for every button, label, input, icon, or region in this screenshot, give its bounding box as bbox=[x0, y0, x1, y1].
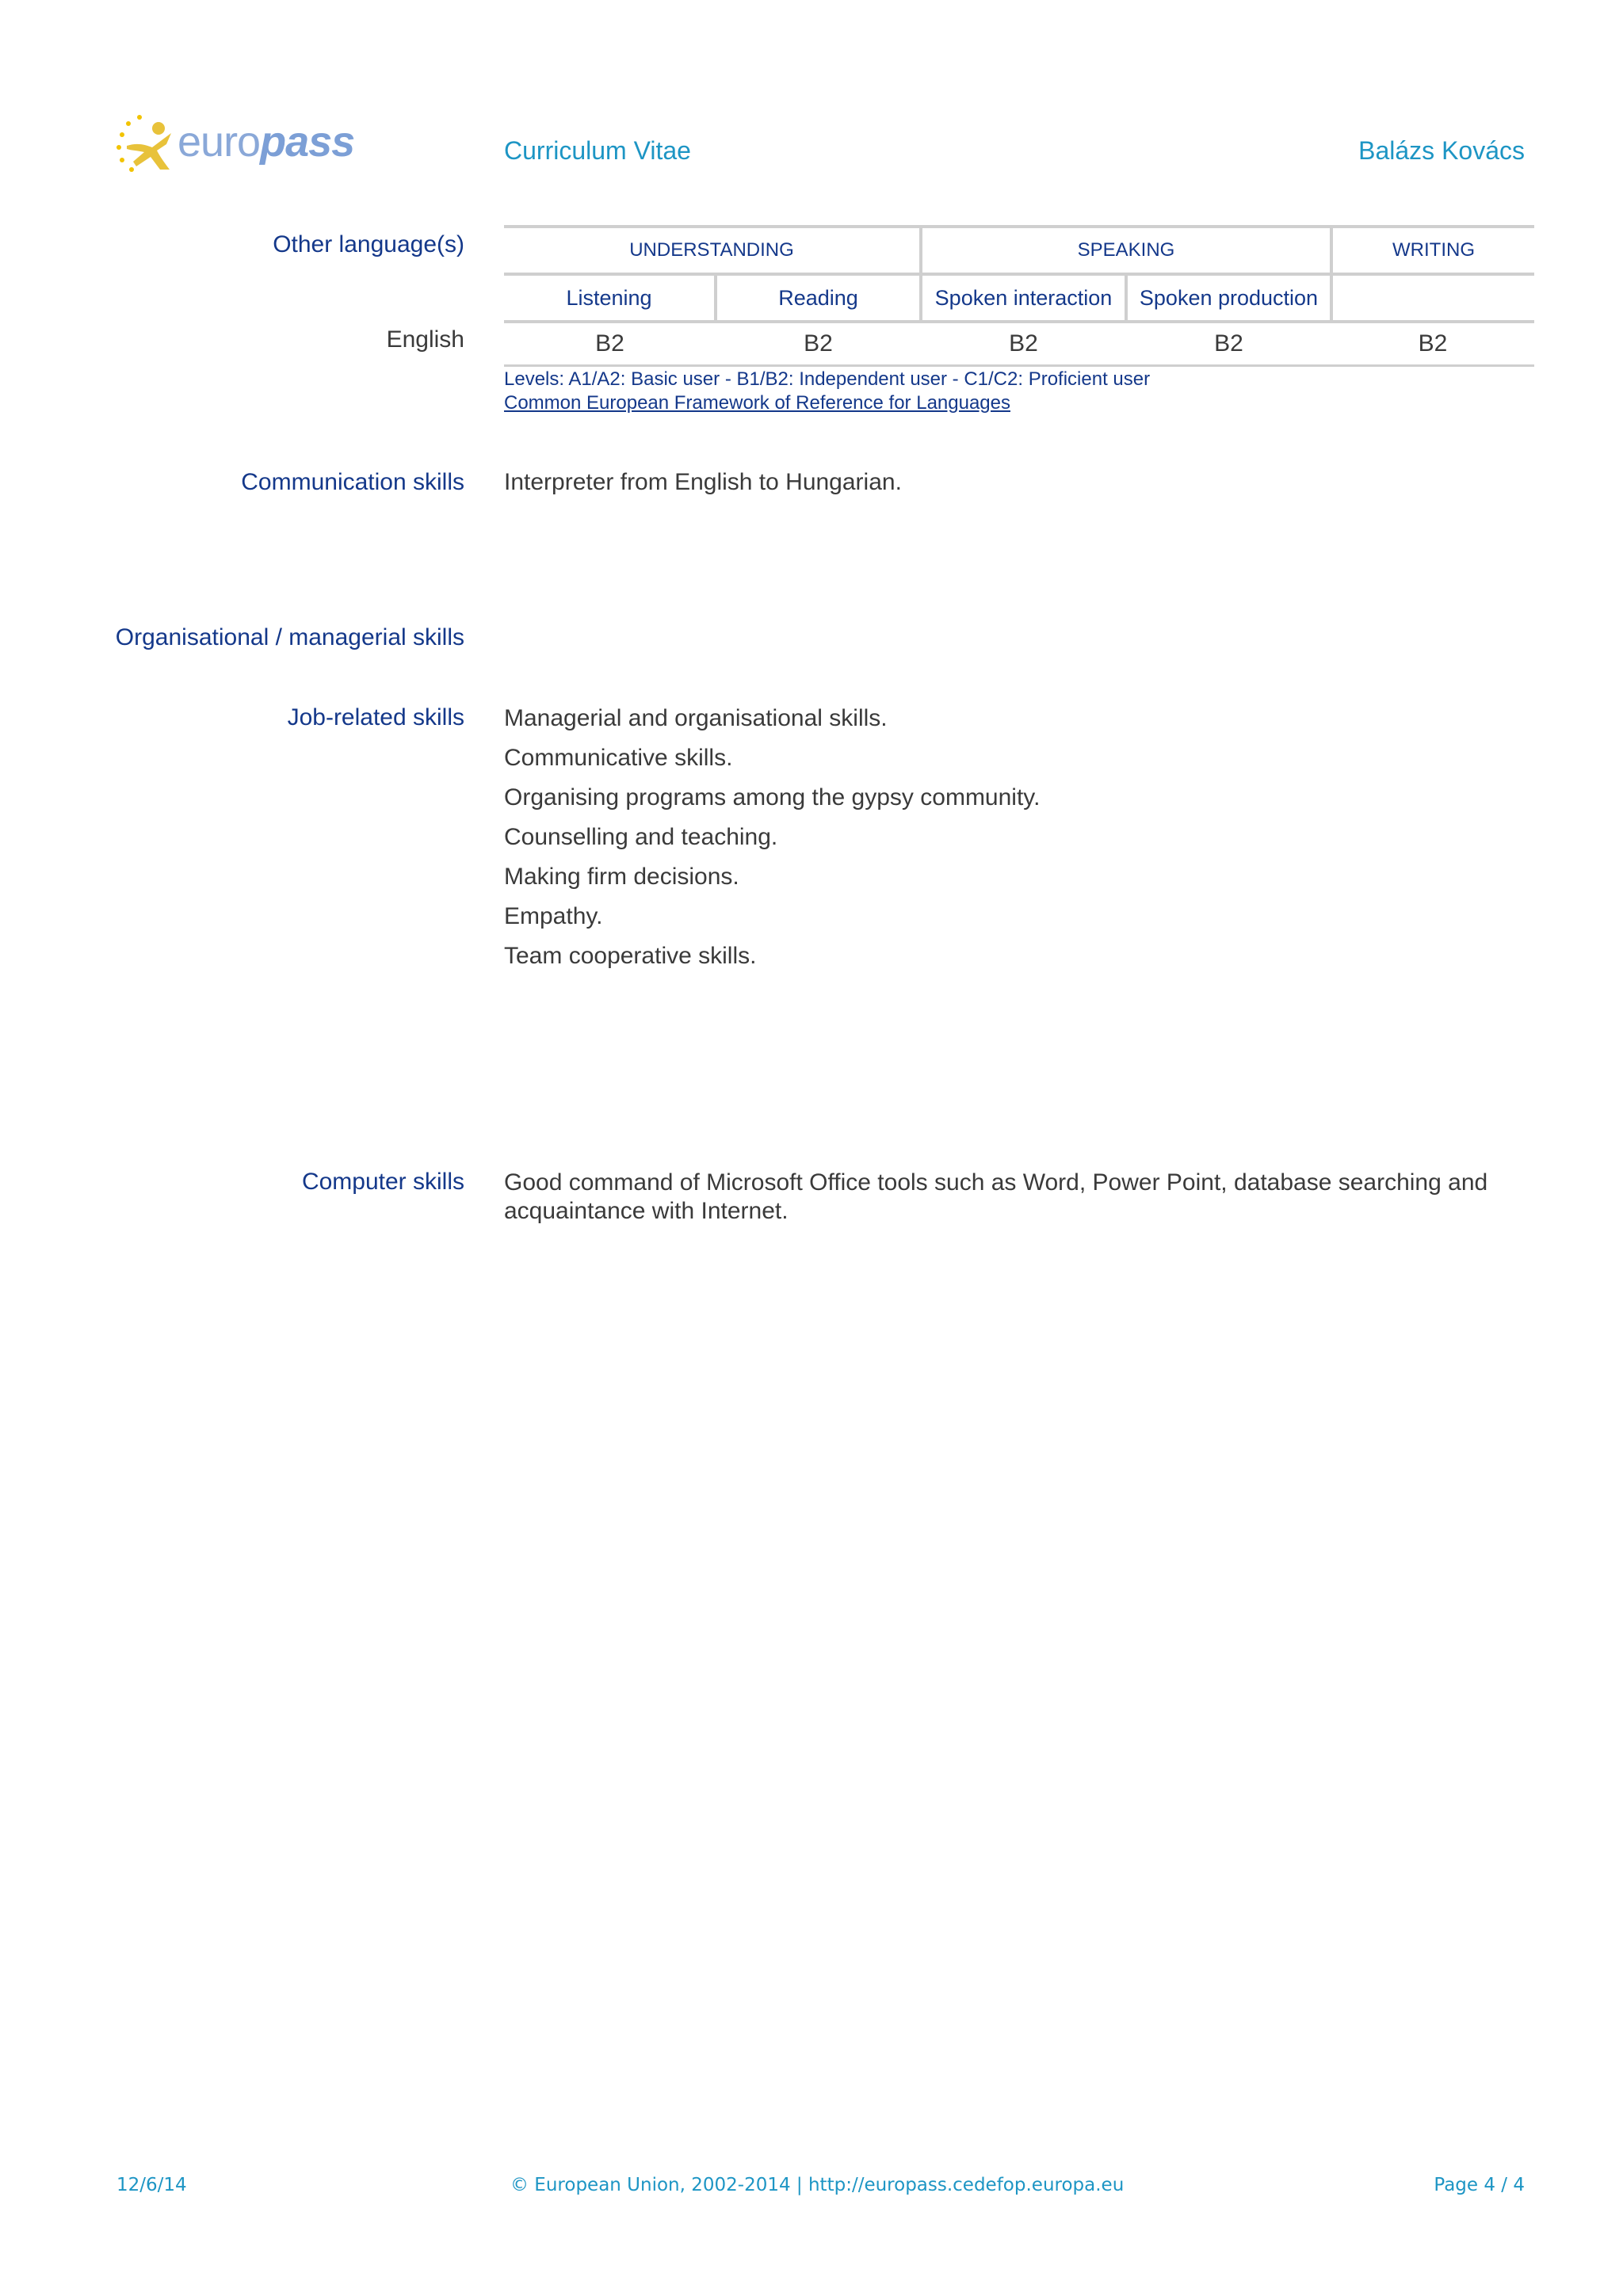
document-title: Curriculum Vitae bbox=[504, 136, 691, 165]
language-table-subheader bbox=[504, 274, 1534, 322]
communication-skills-label: Communication skills bbox=[241, 469, 464, 495]
listening-level: B2 bbox=[504, 322, 716, 366]
list-item: Counselling and teaching. bbox=[504, 824, 778, 850]
writing-header: WRITING bbox=[1331, 227, 1534, 274]
communication-skills-text: Interpreter from English to Hungarian. bbox=[504, 469, 902, 495]
job-related-skills-list bbox=[504, 704, 1040, 982]
list-item: Communicative skills. bbox=[504, 745, 733, 771]
logo-text-light: euro bbox=[178, 118, 261, 166]
levels-note: Levels: A1/A2: Basic user - B1/B2: Independent user - C1/C2: Proficient user bbox=[504, 368, 1151, 390]
levels-note-block bbox=[504, 368, 1150, 415]
computer-skills-text: Good command of Microsoft Office tools such as Word, Power Point, database searching and acquaintance with Internet. bbox=[504, 1169, 1488, 1224]
list-item: Making firm decisions. bbox=[504, 864, 739, 890]
spoken-production-header: Spoken production bbox=[1126, 274, 1331, 322]
language-name: English bbox=[386, 326, 464, 353]
understanding-header: UNDERSTANDING bbox=[504, 227, 921, 274]
reading-level: B2 bbox=[716, 322, 921, 366]
language-table-group-header bbox=[504, 227, 1534, 274]
reading-header: Reading bbox=[716, 274, 921, 322]
computer-skills-label: Computer skills bbox=[301, 1169, 464, 1195]
other-languages-label: Other language(s) bbox=[273, 231, 464, 257]
language-table bbox=[504, 225, 1534, 367]
footer-copyright: © European Union, 2002-2014 | http://europass.cedefop.europa.eu bbox=[510, 2175, 1125, 2195]
writing-subheader-empty bbox=[1331, 274, 1534, 322]
footer-date: 12/6/14 bbox=[116, 2175, 187, 2195]
table-row bbox=[504, 322, 1534, 366]
job-related-skills-label: Job-related skills bbox=[287, 704, 464, 730]
europass-logo bbox=[113, 111, 355, 182]
spoken-production-level: B2 bbox=[1126, 322, 1331, 366]
listening-header: Listening bbox=[504, 274, 716, 322]
europass-figure-icon bbox=[113, 111, 184, 182]
spoken-interaction-header: Spoken interaction bbox=[921, 274, 1126, 322]
spoken-interaction-level: B2 bbox=[921, 322, 1126, 366]
cefr-link[interactable]: Common European Framework of Reference for Languages bbox=[504, 392, 1010, 414]
list-item: Managerial and organisational skills. bbox=[504, 705, 888, 731]
writing-level: B2 bbox=[1331, 322, 1534, 366]
person-name: Balázs Kovács bbox=[1358, 136, 1525, 165]
logo-wordmark bbox=[178, 117, 354, 166]
list-item: Team cooperative skills. bbox=[504, 943, 757, 969]
list-item: Empathy. bbox=[504, 903, 603, 929]
list-item: Organising programs among the gypsy community. bbox=[504, 784, 1041, 810]
footer-page-number: Page 4 / 4 bbox=[1434, 2175, 1525, 2195]
organisational-skills-label: Organisational / managerial skills bbox=[115, 624, 464, 650]
speaking-header: SPEAKING bbox=[921, 227, 1331, 274]
logo-text-bold: pass bbox=[260, 118, 355, 166]
